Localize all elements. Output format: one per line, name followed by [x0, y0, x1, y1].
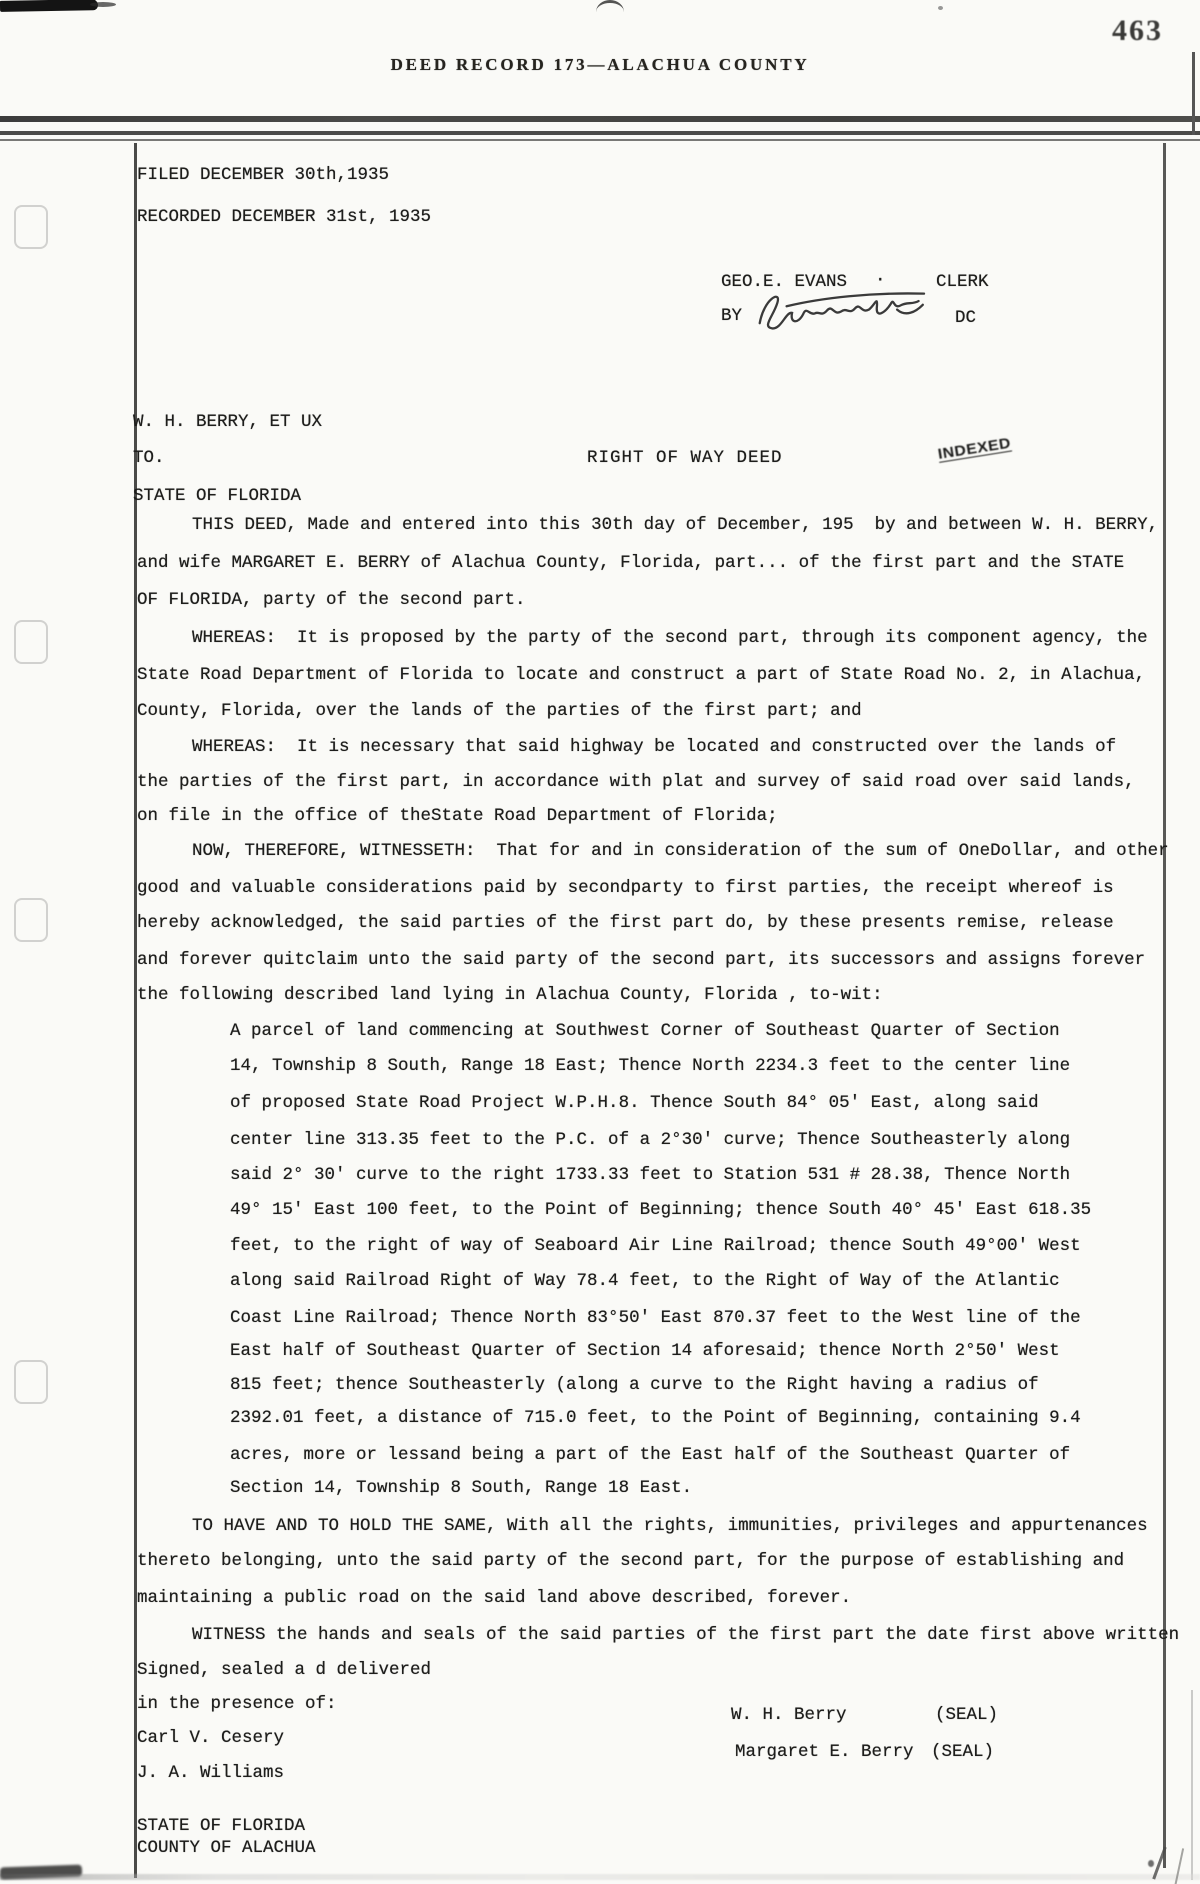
clerk-title: CLERK [936, 272, 989, 292]
scan-artifact-top-dot [938, 6, 943, 10]
deed-text-line: 2392.01 feet, a distance of 715.0 feet, to the Point of Beginning, containing 9.4 [230, 1408, 1081, 1428]
deed-text-line: feet, to the right of way of Seaboard Air Line Railroad; thence South 49°00' West [230, 1236, 1081, 1256]
by-label: BY [721, 306, 743, 326]
right-page-edge-line-lower [1191, 1690, 1193, 1880]
scan-artifact-top-left [0, 0, 98, 12]
clerk-separator-dot: · [875, 270, 886, 290]
recorded-line: RECORDED DECEMBER 31st, 1935 [137, 207, 432, 227]
scan-artifact-top-arc [596, 0, 624, 12]
deed-text-line: acres, more or lessand being a part of the East half of the Southeast Quarter of [230, 1445, 1071, 1465]
deed-text-line: 14, Township 8 South, Range 18 East; Thence North 2234.3 feet to the center line [230, 1056, 1071, 1076]
deed-text-line: the following described land lying in Alachua County, Florida , to-wit: [137, 985, 883, 1005]
deed-text-line: East half of Southeast Quarter of Section 14 aforesaid; thence North 2°50' West [230, 1341, 1060, 1361]
deed-text-line: THIS DEED, Made and entered into this 30th day of December, 195 by and between W. H. BERRY, [192, 515, 1159, 535]
grantee-name: STATE OF FLORIDA [133, 486, 302, 506]
deed-text-line: along said Railroad Right of Way 78.4 feet, to the Right of Way of the Atlantic [230, 1271, 1060, 1291]
deed-text-line: center line 313.35 feet to the P.C. of a 2°30' curve; Thence Southeasterly along [230, 1130, 1071, 1150]
top-rule-medium [0, 131, 1200, 135]
right-page-edge-line [1192, 52, 1195, 135]
seal-label: (SEAL) [935, 1705, 999, 1725]
deed-text-line: County, Florida, over the lands of the parties of the first part; and [137, 701, 862, 721]
seal-label: (SEAL) [931, 1742, 995, 1762]
filed-line: FILED DECEMBER 30th,1935 [137, 165, 390, 185]
deed-text-line: the parties of the first part, in accordance with plat and survey of said road over said lands, [137, 772, 1135, 792]
top-rule-thin [0, 139, 1200, 141]
deed-text-line: thereto belonging, unto the said party of the second part, for the purpose of establishing and [137, 1551, 1125, 1571]
deed-text-line: maintaining a public road on the said land above described, forever. [137, 1588, 852, 1608]
film-mark [14, 620, 48, 664]
deed-text-line: hereby acknowledged, the said parties of the first part do, by these presents remise, release [137, 913, 1114, 933]
deed-text-line: WHEREAS: It is proposed by the party of the second part, through its component agency, the [192, 628, 1148, 648]
deed-text-line: Coast Line Railroad; Thence North 83°50' East 870.37 feet to the West line of the [230, 1308, 1081, 1328]
scan-artifact-top-left-2 [90, 2, 116, 7]
deed-text-line: WHEREAS: It is necessary that said highway be located and constructed over the lands of [192, 737, 1117, 757]
deed-text-line: WITNESS the hands and seals of the said parties of the first part the date first above written [192, 1625, 1180, 1645]
deed-text-line: State Road Department of Florida to locate and construct a part of State Road No. 2, in Alachua, [137, 665, 1146, 685]
deed-text-line: TO HAVE AND TO HOLD THE SAME, With all the rights, immunities, privileges and appurtenances [192, 1516, 1148, 1536]
deed-text-line: on file in the office of theState Road Department of Florida; [137, 806, 778, 826]
party-signature-name: Margaret E. Berry [735, 1742, 914, 1762]
scan-artifact-bottom-right-dot [1148, 1860, 1154, 1867]
witness-name: J. A. Williams [137, 1763, 285, 1783]
deed-text-line: Signed, sealed a d delivered [137, 1660, 432, 1680]
deed-text-line: A parcel of land commencing at Southwest Corner of Southeast Quarter of Section [230, 1021, 1060, 1041]
footer-county: COUNTY OF ALACHUA [137, 1838, 316, 1858]
deed-text-line: Section 14, Township 8 South, Range 18 East. [230, 1478, 693, 1498]
clerk-name: GEO.E. EVANS [721, 272, 848, 292]
left-margin-rule [134, 143, 137, 1878]
scan-artifact-bottom-smudge [0, 1874, 1200, 1880]
deed-text-line: NOW, THEREFORE, WITNESSETH: That for and in consideration of the sum of OneDollar, and other [192, 841, 1169, 861]
deed-text-line: good and valuable considerations paid by secondparty to first parties, the receipt whereof is [137, 878, 1114, 898]
page-header: DEED RECORD 173—ALACHUA COUNTY [390, 55, 810, 74]
page-number: 463 [1112, 14, 1163, 47]
deed-text-line: and wife MARGARET E. BERRY of Alachua County, Florida, part... of the first part and the STATE [137, 553, 1125, 573]
film-mark [14, 205, 48, 249]
deed-text-line: of proposed State Road Project W.P.H.8. Thence South 84° 05' East, along said [230, 1093, 1039, 1113]
deed-text-line: OF FLORIDA, party of the second part. [137, 590, 526, 610]
deed-text-line: 815 feet; thence Southeasterly (along a curve to the Right having a radius of [230, 1375, 1039, 1395]
footer-state: STATE OF FLORIDA [137, 1816, 306, 1836]
film-mark [14, 898, 48, 942]
to-label: TO. [133, 448, 165, 468]
grantor-name: W. H. BERRY, ET UX [133, 412, 323, 432]
indexed-stamp: INDEXED [936, 434, 1013, 463]
party-signature-name: W. H. Berry [731, 1705, 847, 1725]
instrument-title: RIGHT OF WAY DEED [587, 448, 783, 468]
deed-text-line: 49° 15' East 100 feet, to the Point of Beginning; thence South 40° 45' East 618.35 [230, 1200, 1092, 1220]
top-rule-thick [0, 116, 1200, 122]
film-mark [14, 1360, 48, 1404]
deed-text-line: said 2° 30' curve to the right 1733.33 feet to Station 531 # 28.38, Thence North [230, 1165, 1071, 1185]
deputy-initials: DC [955, 308, 977, 328]
witness-name: Carl V. Cesery [137, 1728, 285, 1748]
right-margin-rule [1163, 143, 1166, 1868]
deed-text-line: and forever quitclaim unto the said party of the second part, its successors and assigns forever [137, 950, 1146, 970]
witness-intro-line: in the presence of: [137, 1694, 337, 1714]
